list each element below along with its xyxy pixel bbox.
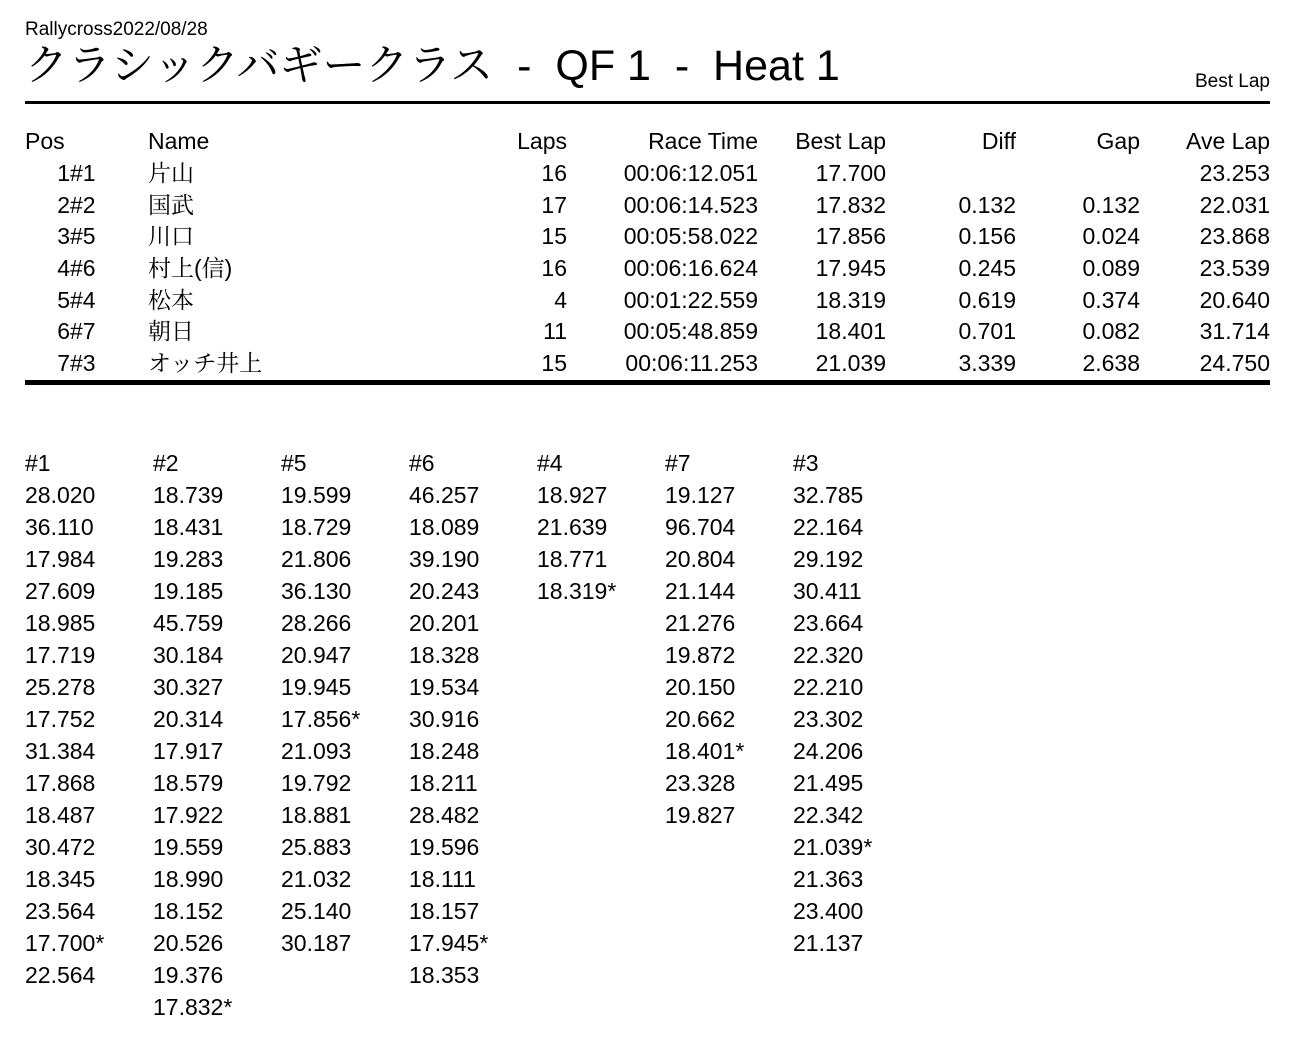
cell-best-lap: 18.401 <box>815 318 886 345</box>
lap-time: 18.319* <box>537 577 617 604</box>
lap-time: 17.700* <box>25 929 105 956</box>
lap-time: 23.328 <box>665 769 736 796</box>
lap-time: 30.184 <box>153 641 224 668</box>
lap-time: 21.144 <box>665 577 736 604</box>
lap-time: 19.283 <box>153 545 224 572</box>
table-row <box>25 316 1270 348</box>
title-row <box>25 42 1270 104</box>
cell-race-time: 00:05:48.859 <box>623 318 758 345</box>
lap-time: 18.431 <box>153 513 224 540</box>
cell-ave-lap: 23.253 <box>1199 159 1270 186</box>
cell-race-time: 00:06:11.253 <box>625 350 758 377</box>
lap-time: 30.472 <box>25 833 96 860</box>
lap-time: 23.664 <box>793 609 864 636</box>
col-ave-lap: Ave Lap <box>1186 128 1270 155</box>
cell-race-time: 00:05:58.022 <box>623 223 758 250</box>
col-diff: Diff <box>981 128 1016 155</box>
lap-time: 17.719 <box>25 641 96 668</box>
lap-time: 19.185 <box>153 577 224 604</box>
lap-time: 18.579 <box>153 769 224 796</box>
cell-race-time: 00:06:12.051 <box>623 159 758 186</box>
cell-name: 川口 <box>148 223 194 250</box>
lap-time: 19.827 <box>665 801 736 828</box>
lap-column-car-number: #4 <box>537 449 563 476</box>
lap-time: 21.137 <box>793 929 864 956</box>
cell-diff: 3.339 <box>958 350 1016 377</box>
lap-time: 20.804 <box>665 545 736 572</box>
cell-laps: 11 <box>543 318 567 345</box>
cell-pos: 6 <box>57 318 70 345</box>
cell-best-lap: 17.945 <box>815 255 886 281</box>
cell-diff: 0.701 <box>958 318 1016 345</box>
lap-time: 20.662 <box>665 705 736 732</box>
cell-diff <box>886 158 1016 190</box>
best-lap-note: Best Lap <box>1195 71 1270 93</box>
cell-name: 国武 <box>148 191 194 218</box>
lap-time: 96.704 <box>665 513 736 540</box>
cell-car-number: #7 <box>70 318 96 345</box>
table-row <box>25 158 1270 190</box>
lap-time: 21.363 <box>793 865 864 892</box>
cell-diff: 0.156 <box>958 223 1016 250</box>
cell-ave-lap: 20.640 <box>1199 286 1270 313</box>
cell-ave-lap: 22.031 <box>1199 191 1270 218</box>
lap-time: 18.881 <box>281 801 352 828</box>
lap-time: 39.190 <box>409 545 480 572</box>
cell-gap: 0.024 <box>1082 223 1140 250</box>
lap-time: 23.302 <box>793 705 864 732</box>
lap-time: 17.922 <box>153 801 224 828</box>
lap-time: 18.927 <box>537 481 608 508</box>
lap-column <box>409 447 537 1023</box>
col-gap: Gap <box>1096 128 1140 155</box>
cell-name: 松本 <box>148 286 194 313</box>
lap-time: 22.320 <box>793 641 864 668</box>
cell-gap: 0.374 <box>1082 286 1140 313</box>
lap-time: 18.152 <box>153 897 224 924</box>
cell-car-number: #3 <box>70 350 96 377</box>
cell-gap: 0.089 <box>1082 255 1140 281</box>
cell-car-number: #2 <box>70 191 96 218</box>
lap-time: 22.564 <box>25 961 96 988</box>
lap-time: 18.729 <box>281 513 352 540</box>
cell-race-time: 00:06:14.523 <box>623 191 758 218</box>
lap-time: 18.985 <box>25 609 96 636</box>
cell-diff: 0.245 <box>958 255 1016 281</box>
lap-time: 18.157 <box>409 897 480 924</box>
lap-time: 21.093 <box>281 737 352 764</box>
cell-gap: 0.132 <box>1082 191 1140 218</box>
table-row <box>25 221 1270 253</box>
cell-race-time: 00:06:16.624 <box>623 255 758 281</box>
lap-time: 46.257 <box>409 481 480 508</box>
cell-ave-lap: 31.714 <box>1199 318 1270 345</box>
lap-time: 20.947 <box>281 641 352 668</box>
cell-name: 村上(信) <box>148 255 233 281</box>
event-name: Rallycross2022/08/28 <box>25 19 208 40</box>
lap-time: 18.771 <box>537 545 608 572</box>
lap-column-car-number: #1 <box>25 449 51 476</box>
cell-gap: 0.082 <box>1082 318 1140 345</box>
col-laps: Laps <box>517 128 567 155</box>
lap-time: 19.127 <box>665 481 736 508</box>
cell-pos: 7 <box>57 350 70 377</box>
lap-time: 17.984 <box>25 545 96 572</box>
cell-race-time: 00:01:22.559 <box>623 286 758 313</box>
lap-column-car-number: #3 <box>793 449 819 476</box>
results-body <box>25 158 1270 382</box>
lap-time: 18.248 <box>409 737 480 764</box>
col-best-lap: Best Lap <box>795 128 886 155</box>
lap-time: 21.639 <box>537 513 608 540</box>
table-row <box>25 348 1270 382</box>
cell-car-number: #6 <box>70 255 96 281</box>
cell-laps: 16 <box>541 255 567 281</box>
lap-time: 30.916 <box>409 705 480 732</box>
cell-pos: 5 <box>57 286 70 313</box>
lap-time: 20.314 <box>153 705 224 732</box>
lap-time: 30.187 <box>281 929 352 956</box>
lap-time: 18.211 <box>409 769 478 796</box>
lap-time: 19.945 <box>281 673 352 700</box>
lap-time: 21.276 <box>665 609 736 636</box>
col-race-time: Race Time <box>648 128 758 155</box>
cell-gap <box>1016 158 1140 190</box>
lap-time: 20.526 <box>153 929 224 956</box>
lap-time: 19.792 <box>281 769 352 796</box>
cell-best-lap: 18.319 <box>815 286 886 313</box>
lap-column-car-number: #2 <box>153 449 179 476</box>
lap-time: 19.596 <box>409 833 480 860</box>
col-car <box>70 126 148 158</box>
cell-car-number: #4 <box>70 286 96 313</box>
lap-time: 19.376 <box>153 961 224 988</box>
cell-ave-lap: 24.750 <box>1199 350 1270 377</box>
lap-time: 28.482 <box>409 801 480 828</box>
lap-time: 32.785 <box>793 481 864 508</box>
lap-time: 19.559 <box>153 833 224 860</box>
lap-time: 18.353 <box>409 961 480 988</box>
lap-column-car-number: #7 <box>665 449 691 476</box>
cell-car-number: #1 <box>70 159 96 186</box>
cell-pos: 4 <box>57 255 70 281</box>
lap-time: 23.564 <box>25 897 96 924</box>
lap-time: 18.401* <box>665 737 745 764</box>
cell-diff: 0.619 <box>958 286 1016 313</box>
lap-time: 19.599 <box>281 481 352 508</box>
lap-time: 17.752 <box>25 705 96 732</box>
lap-time: 18.328 <box>409 641 480 668</box>
cell-name: オッチ井上 <box>148 350 263 377</box>
lap-time: 28.266 <box>281 609 352 636</box>
cell-laps: 16 <box>541 159 567 186</box>
cell-pos: 2 <box>57 191 70 218</box>
lap-column-car-number: #6 <box>409 449 435 476</box>
lap-time: 18.089 <box>409 513 480 540</box>
cell-ave-lap: 23.868 <box>1199 223 1270 250</box>
header-row <box>25 126 1270 158</box>
lap-time: 19.872 <box>665 641 736 668</box>
cell-car-number: #5 <box>70 223 96 250</box>
lap-time: 36.110 <box>25 513 94 540</box>
lap-time: 18.111 <box>409 865 476 892</box>
cell-best-lap: 17.700 <box>815 159 886 186</box>
lap-time: 31.384 <box>25 737 96 764</box>
lap-time: 36.130 <box>281 577 352 604</box>
lap-time: 22.210 <box>793 673 864 700</box>
cell-best-lap: 17.832 <box>815 191 886 218</box>
lap-time: 30.327 <box>153 673 224 700</box>
cell-ave-lap: 23.539 <box>1199 255 1270 281</box>
lap-time: 30.411 <box>793 577 862 604</box>
cell-laps: 15 <box>541 223 567 250</box>
col-pos: Pos <box>25 128 65 155</box>
lap-time: 25.883 <box>281 833 352 860</box>
lap-time: 21.806 <box>281 545 352 572</box>
lap-time: 29.192 <box>793 545 864 572</box>
cell-best-lap: 21.039 <box>815 350 886 377</box>
table-row <box>25 285 1270 317</box>
cell-gap: 2.638 <box>1082 350 1140 377</box>
lap-times-section <box>25 447 1270 1023</box>
cell-diff: 0.132 <box>958 191 1016 218</box>
lap-column <box>281 447 409 1023</box>
lap-column-car-number: #5 <box>281 449 307 476</box>
cell-pos: 1 <box>57 159 70 186</box>
lap-time: 21.032 <box>281 865 352 892</box>
lap-time: 27.609 <box>25 577 96 604</box>
cell-name: 朝日 <box>148 318 194 345</box>
lap-column <box>665 447 793 1023</box>
lap-time: 22.342 <box>793 801 864 828</box>
cell-best-lap: 17.856 <box>815 223 886 250</box>
lap-time: 20.243 <box>409 577 480 604</box>
lap-time: 25.278 <box>25 673 96 700</box>
lap-time: 21.039* <box>793 833 873 860</box>
lap-time: 45.759 <box>153 609 224 636</box>
lap-time: 18.345 <box>25 865 96 892</box>
results-table <box>25 126 1270 385</box>
lap-column <box>537 447 665 1023</box>
lap-time: 18.990 <box>153 865 224 892</box>
lap-time: 20.150 <box>665 673 736 700</box>
lap-column <box>793 447 921 1023</box>
lap-time: 18.739 <box>153 481 224 508</box>
lap-time: 20.201 <box>409 609 480 636</box>
lap-time: 25.140 <box>281 897 352 924</box>
lap-time: 19.534 <box>409 673 480 700</box>
cell-name: 片山 <box>148 159 194 186</box>
lap-time: 24.206 <box>793 737 864 764</box>
cell-laps: 4 <box>554 286 567 313</box>
lap-time: 17.832* <box>153 993 233 1020</box>
lap-time: 28.020 <box>25 481 96 508</box>
lap-column <box>153 447 281 1023</box>
lap-column <box>25 447 153 1023</box>
table-row <box>25 190 1270 222</box>
cell-laps: 17 <box>541 191 567 218</box>
table-row <box>25 253 1270 285</box>
lap-time: 17.917 <box>153 737 224 764</box>
cell-pos: 3 <box>57 223 70 250</box>
page-title: クラシックバギークラス - QF 1 - Heat 1 <box>25 41 840 90</box>
lap-time: 23.400 <box>793 897 864 924</box>
lap-time: 21.495 <box>793 769 864 796</box>
lap-time: 17.856* <box>281 705 361 732</box>
lap-time: 17.868 <box>25 769 96 796</box>
lap-time: 22.164 <box>793 513 864 540</box>
results-header <box>25 126 1270 158</box>
lap-time: 18.487 <box>25 801 96 828</box>
lap-time: 17.945* <box>409 929 489 956</box>
cell-laps: 15 <box>541 350 567 377</box>
col-name: Name <box>148 128 210 155</box>
